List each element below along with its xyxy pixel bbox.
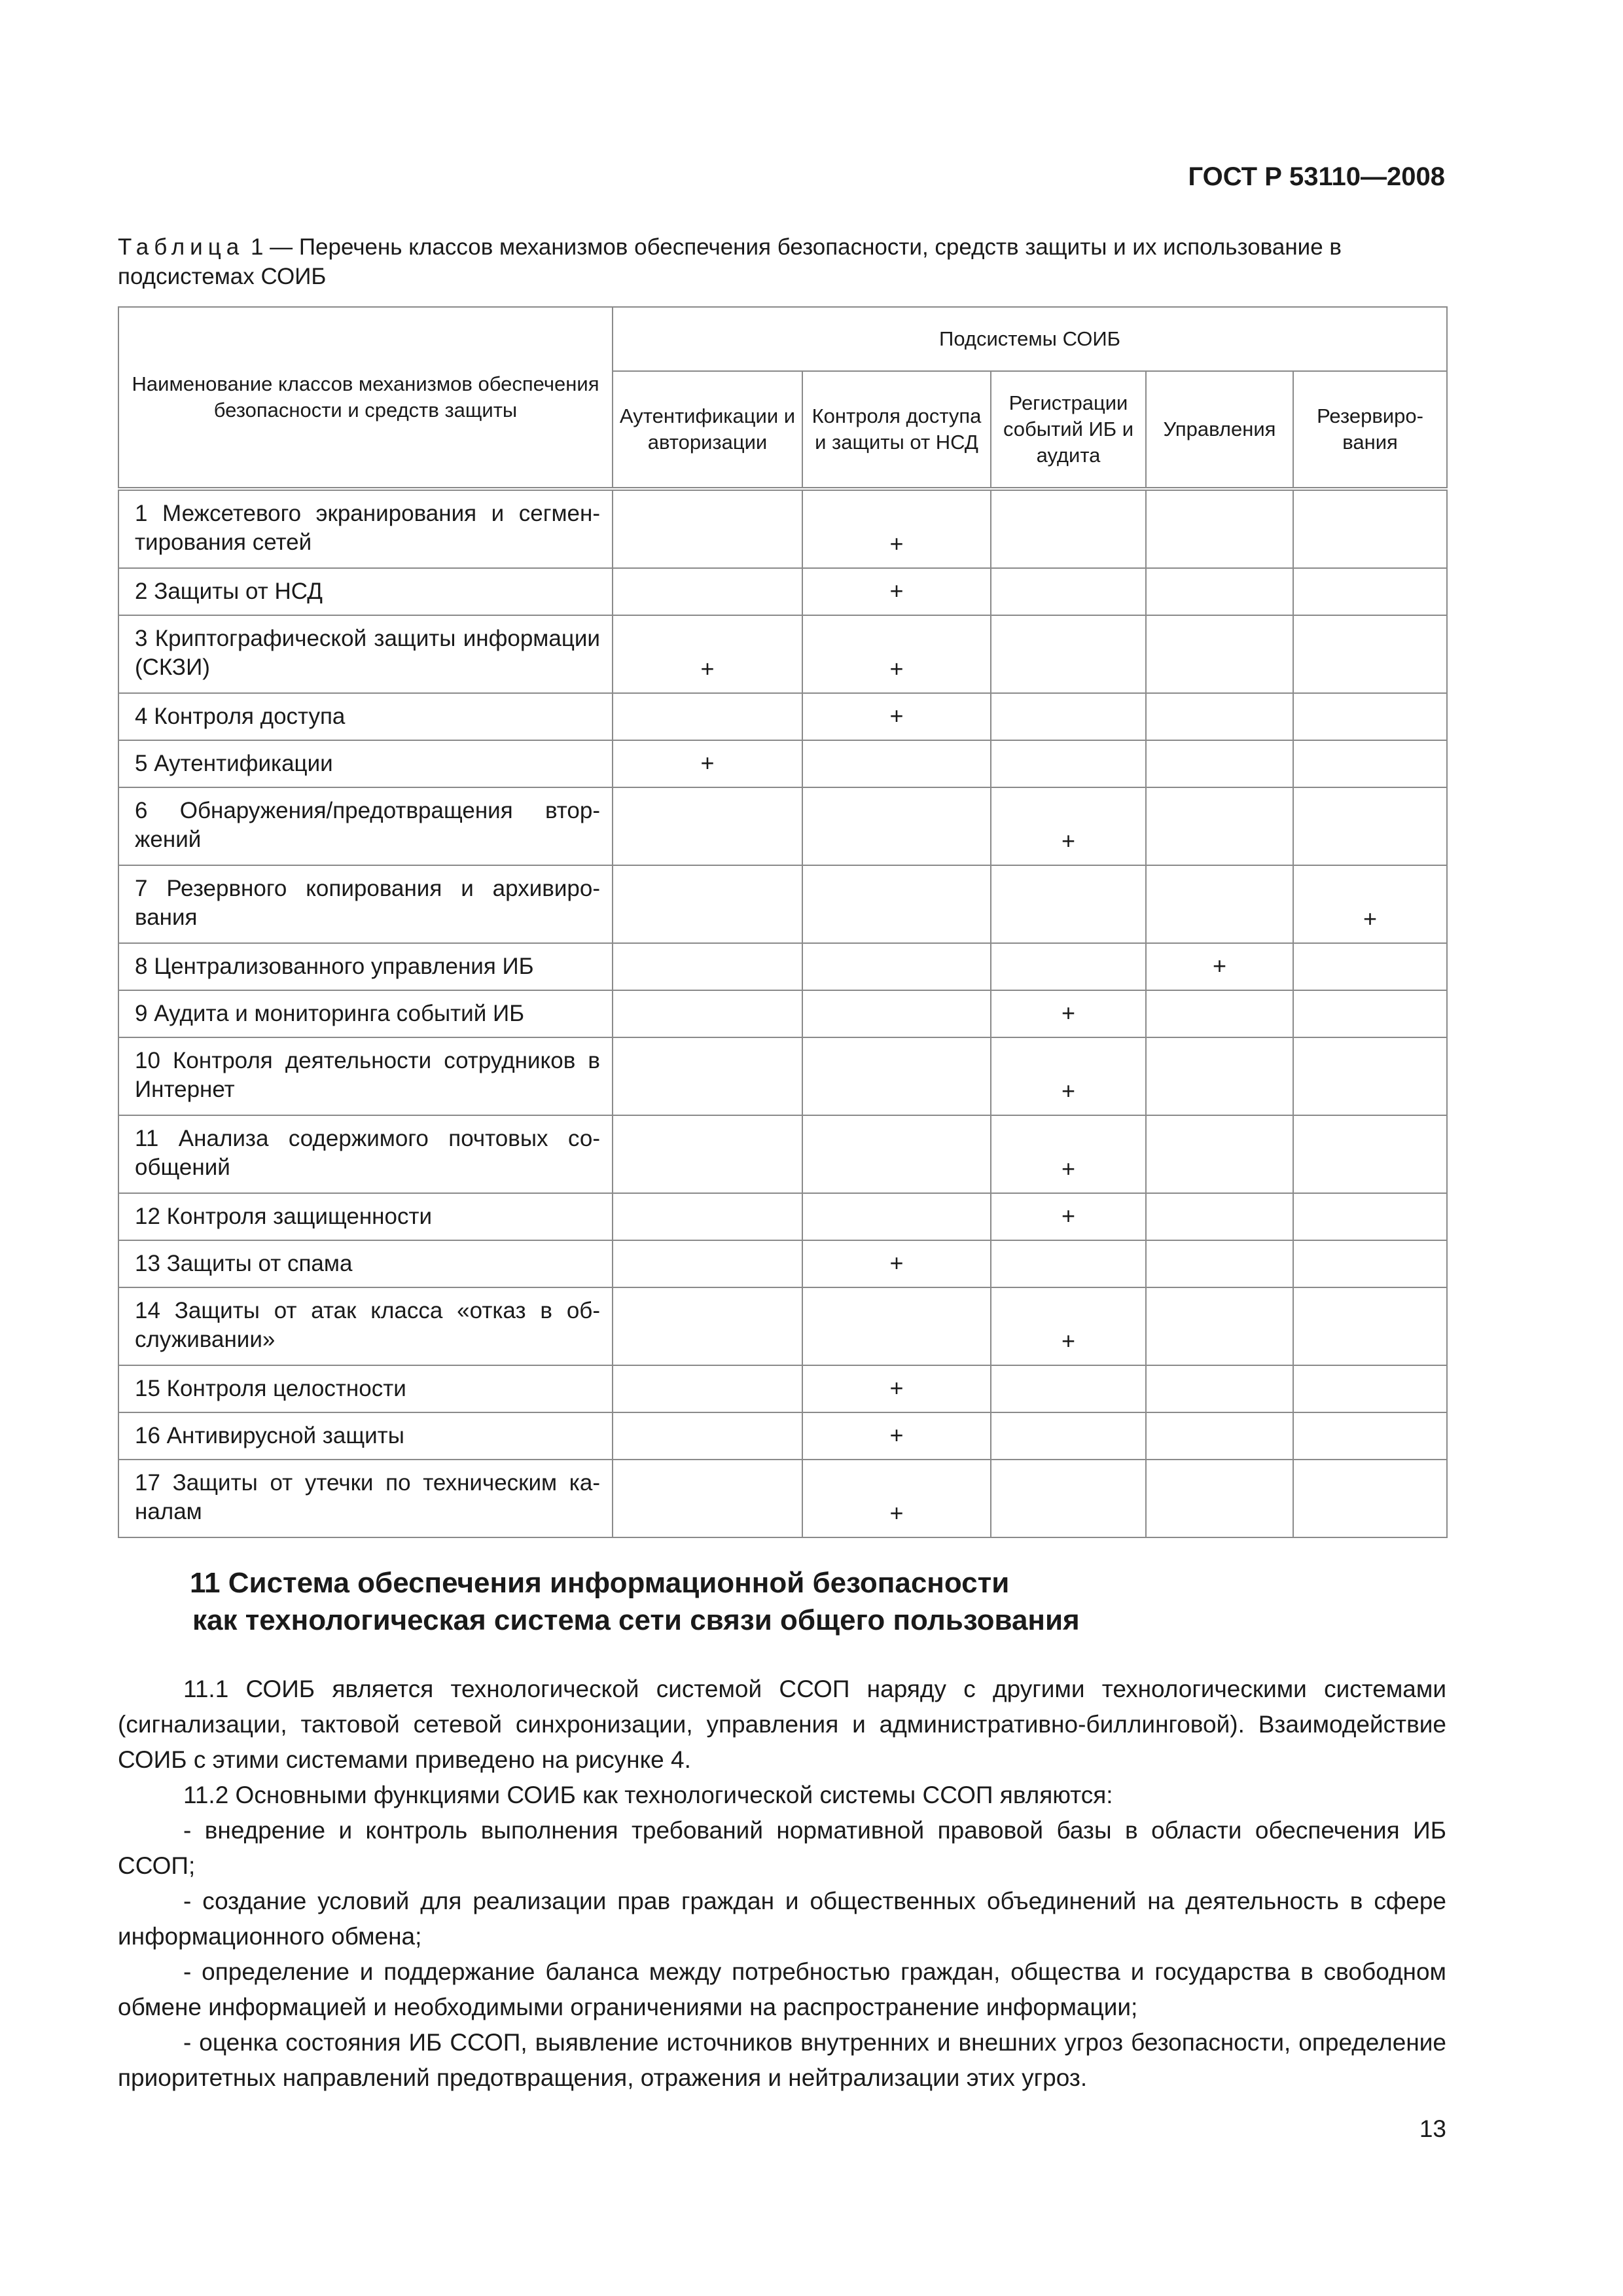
- subsystem-mark-cell: [613, 1115, 802, 1193]
- subsystem-column-header: Управления: [1146, 371, 1293, 489]
- table-row: [118, 1037, 1447, 1115]
- subsystem-column-header: Резервирования: [1293, 371, 1447, 489]
- subsystem-mark-cell: +: [991, 787, 1146, 865]
- table-row: [118, 1240, 1447, 1287]
- subsystem-mark-cell: [802, 865, 991, 943]
- standard-designation: ГОСТ Р 53110—2008: [1188, 162, 1445, 191]
- subsystem-mark-cell: [802, 943, 991, 990]
- table-row: [118, 1412, 1447, 1460]
- subsystem-mark-cell: [1146, 1412, 1293, 1460]
- class-name-cell: 14 Защиты от атак класса «отказ в обслуживании»: [118, 1287, 613, 1365]
- subsystem-mark-cell: +: [613, 740, 802, 787]
- subsystem-mark-cell: [1146, 1193, 1293, 1240]
- class-name-cell: 13 Защиты от спама: [118, 1240, 613, 1287]
- subsystem-mark-cell: [1293, 1287, 1447, 1365]
- subsystem-mark-cell: [613, 1193, 802, 1240]
- paragraph: 11.1 СОИБ является технологической системой ССОП наряду с другими технологическими системами (сигнализации, тактовой сетевой синхронизации, управления и административно-биллинговой). Взаимодействие СОИБ с этими системами приведено на рисунке 4.: [118, 1676, 1446, 1773]
- class-name-cell: 8 Централизованного управления ИБ: [118, 943, 613, 990]
- subsystem-mark-cell: [1293, 1240, 1447, 1287]
- subsystem-mark-cell: +: [802, 615, 991, 693]
- class-name-cell: 15 Контроля целостности: [118, 1365, 613, 1412]
- subsystems-table: [118, 306, 1448, 1538]
- table-row: [118, 489, 1447, 568]
- table-row: [118, 615, 1447, 693]
- subsystem-mark-cell: [991, 1240, 1146, 1287]
- subsystem-mark-cell: [991, 568, 1146, 615]
- subsystem-mark-cell: +: [802, 1412, 991, 1460]
- subsystem-mark-cell: [802, 990, 991, 1037]
- subsystem-mark-cell: [1146, 740, 1293, 787]
- table-caption: [118, 232, 1446, 291]
- table-row: [118, 693, 1447, 740]
- subsystem-mark-cell: +: [613, 615, 802, 693]
- subsystem-mark-cell: +: [991, 1037, 1146, 1115]
- section-heading: [190, 1564, 1433, 1639]
- subsystem-mark-cell: [991, 865, 1146, 943]
- subsystem-mark-cell: [802, 1287, 991, 1365]
- table-caption-text: 1 — Перечень классов механизмов обеспечения безопасности, средств защиты и их использование в подсистемах СОИБ: [118, 234, 1342, 289]
- subsystem-mark-cell: [802, 740, 991, 787]
- subsystem-mark-cell: +: [802, 489, 991, 568]
- subsystem-mark-cell: [1146, 1240, 1293, 1287]
- class-name-cell: 4 Контроля доступа: [118, 693, 613, 740]
- subsystem-mark-cell: [1293, 990, 1447, 1037]
- subsystem-mark-cell: [1293, 1193, 1447, 1240]
- table-row: [118, 1287, 1447, 1365]
- subsystem-mark-cell: [613, 1287, 802, 1365]
- paragraph: - внедрение и контроль выполнения требований нормативной правовой базы в области обеспечения ИБ ССОП;: [118, 1817, 1446, 1879]
- subsystem-mark-cell: [613, 865, 802, 943]
- class-name-cell: 16 Антивирусной защиты: [118, 1412, 613, 1460]
- section-heading-line-2: как технологическая система сети связи общего пользования: [192, 1604, 1080, 1636]
- subsystem-mark-cell: [1146, 615, 1293, 693]
- subsystem-column-header: Контроля доступа и защиты от НСД: [802, 371, 991, 489]
- subsystem-mark-cell: +: [802, 1460, 991, 1537]
- subsystem-mark-cell: [802, 1037, 991, 1115]
- class-name-cell: 10 Контроля деятельности сотрудников в Интернет: [118, 1037, 613, 1115]
- subsystem-mark-cell: [613, 1037, 802, 1115]
- table-row: [118, 990, 1447, 1037]
- subsystem-column-header: Регистрации событий ИБ и аудита: [991, 371, 1146, 489]
- subsystem-mark-cell: [1146, 1460, 1293, 1537]
- subsystem-mark-cell: [613, 1412, 802, 1460]
- subsystem-mark-cell: +: [802, 1240, 991, 1287]
- subsystem-mark-cell: [613, 990, 802, 1037]
- subsystem-mark-cell: [1293, 568, 1447, 615]
- subsystem-mark-cell: [613, 693, 802, 740]
- class-name-cell: 12 Контроля защищенности: [118, 1193, 613, 1240]
- subsystem-mark-cell: [1293, 1365, 1447, 1412]
- subsystem-mark-cell: [1293, 943, 1447, 990]
- subsystem-mark-cell: [613, 787, 802, 865]
- subsystem-mark-cell: [1293, 1115, 1447, 1193]
- paragraph: 11.2 Основными функциями СОИБ как технологической системы ССОП являются:: [183, 1782, 1113, 1808]
- subsystem-mark-cell: [1293, 740, 1447, 787]
- table-row: [118, 865, 1447, 943]
- subsystem-mark-cell: [991, 693, 1146, 740]
- subsystem-mark-cell: [1293, 1037, 1447, 1115]
- subsystem-mark-cell: [991, 615, 1146, 693]
- subsystem-mark-cell: +: [802, 568, 991, 615]
- subsystem-mark-cell: +: [991, 1193, 1146, 1240]
- subsystem-mark-cell: [802, 1115, 991, 1193]
- subsystem-mark-cell: [613, 489, 802, 568]
- class-name-cell: 1 Межсетевого экранирования и сегментирования сетей: [118, 489, 613, 568]
- class-name-cell: 2 Защиты от НСД: [118, 568, 613, 615]
- class-name-cell: 11 Анализа содержимого почтовых сообщений: [118, 1115, 613, 1193]
- subsystem-mark-cell: +: [1146, 943, 1293, 990]
- subsystem-mark-cell: [991, 1412, 1146, 1460]
- subsystem-mark-cell: [1293, 693, 1447, 740]
- class-name-cell: 3 Криптографической защиты информации (СКЗИ): [118, 615, 613, 693]
- subsystem-mark-cell: [1146, 693, 1293, 740]
- table-row: [118, 1460, 1447, 1537]
- subsystem-mark-cell: [1293, 489, 1447, 568]
- subsystem-mark-cell: [1293, 615, 1447, 693]
- subsystem-mark-cell: +: [802, 693, 991, 740]
- table-row: [118, 1365, 1447, 1412]
- subsystem-mark-cell: [613, 568, 802, 615]
- subsystem-mark-cell: +: [991, 1115, 1146, 1193]
- subsystem-mark-cell: +: [991, 1287, 1146, 1365]
- subsystem-mark-cell: [1293, 1412, 1447, 1460]
- subsystem-column-header: Аутентификации и авторизации: [613, 371, 802, 489]
- table-row: [118, 1193, 1447, 1240]
- subsystem-mark-cell: [1146, 1037, 1293, 1115]
- subsystem-mark-cell: [613, 943, 802, 990]
- class-name-cell: 17 Защиты от утечки по техническим каналам: [118, 1460, 613, 1537]
- paragraph: - определение и поддержание баланса между потребностью граждан, общества и государства в свободном обмене информацией и необходимыми ограничениями на распространение информации;: [118, 1958, 1446, 2020]
- subsystem-mark-cell: [802, 787, 991, 865]
- subsystem-mark-cell: [802, 1193, 991, 1240]
- page-number: 13: [1419, 2115, 1446, 2142]
- table-caption-word: Таблица: [118, 234, 245, 260]
- table-row: [118, 943, 1447, 990]
- subsystem-mark-cell: [1146, 787, 1293, 865]
- paragraph: - создание условий для реализации прав граждан и общественных объединений на деятельность в сфере информационного обмена;: [118, 1888, 1446, 1950]
- subsystem-mark-cell: [991, 1365, 1146, 1412]
- subsystem-mark-cell: [1146, 990, 1293, 1037]
- body-text: [118, 1672, 1446, 2096]
- subsystem-mark-cell: [991, 943, 1146, 990]
- subsystem-mark-cell: [1146, 1115, 1293, 1193]
- subsystem-mark-cell: [991, 740, 1146, 787]
- class-name-cell: 7 Резервного копирования и архивирования: [118, 865, 613, 943]
- subsystem-mark-cell: [613, 1365, 802, 1412]
- table-row: [118, 740, 1447, 787]
- subsystem-mark-cell: [1293, 1460, 1447, 1537]
- subsystem-mark-cell: [1146, 568, 1293, 615]
- subsystem-mark-cell: [1146, 1287, 1293, 1365]
- subsystem-mark-cell: [1293, 787, 1447, 865]
- subsystems-group-header: Подсистемы СОИБ: [613, 307, 1447, 371]
- subsystem-mark-cell: +: [802, 1365, 991, 1412]
- subsystem-mark-cell: [613, 1460, 802, 1537]
- subsystem-mark-cell: +: [991, 990, 1146, 1037]
- subsystem-mark-cell: [613, 1240, 802, 1287]
- subsystem-mark-cell: [1146, 489, 1293, 568]
- section-heading-line-1: 11 Система обеспечения информационной безопасности: [190, 1567, 1010, 1599]
- paragraph: - оценка состояния ИБ ССОП, выявление источников внутренних и внешних угроз безопасности, определение приоритетных направлений предотвращения, отражения и нейтрализации этих угроз.: [118, 2029, 1446, 2091]
- table-row: [118, 568, 1447, 615]
- table-row: [118, 787, 1447, 865]
- subsystem-mark-cell: [991, 489, 1146, 568]
- class-name-cell: 6 Обнаружения/предотвращения вторжений: [118, 787, 613, 865]
- subsystem-mark-cell: [1146, 1365, 1293, 1412]
- class-name-cell: 9 Аудита и мониторинга событий ИБ: [118, 990, 613, 1037]
- class-name-cell: 5 Аутентификации: [118, 740, 613, 787]
- table-row: [118, 1115, 1447, 1193]
- subsystem-mark-cell: [1146, 865, 1293, 943]
- subsystem-mark-cell: +: [1293, 865, 1447, 943]
- subsystem-mark-cell: [991, 1460, 1146, 1537]
- classes-column-header: Наименование классов механизмов обеспечения безопасности и средств защиты: [118, 307, 613, 489]
